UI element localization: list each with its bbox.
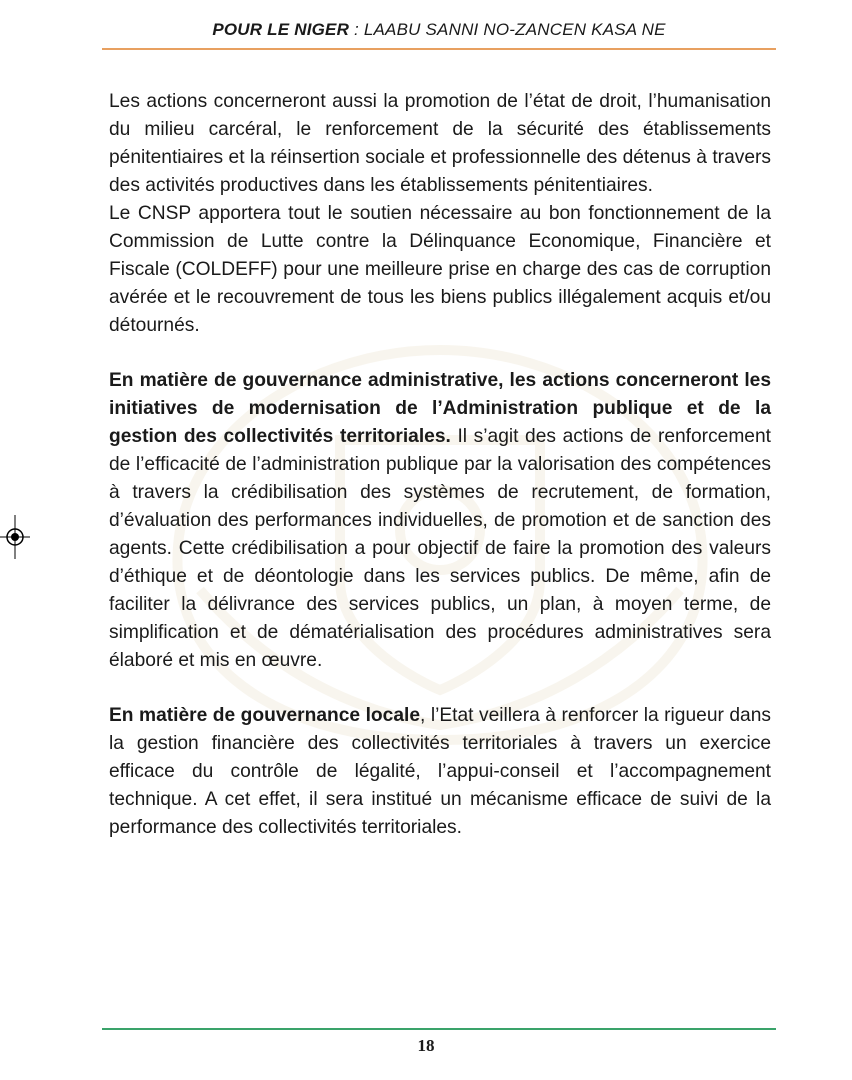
registration-mark-icon xyxy=(0,515,30,559)
paragraph-administrative-governance xyxy=(109,367,771,675)
page-body xyxy=(109,88,771,842)
administrative-governance-body: Il s’agit des actions de renforcement de l’efficacité de l’administration publique par la valorisation des compétences à travers la crédibilisation des systèmes de recrutement, de formation, d’évaluation des performances individuelles, de promotion et de sanction des agents. Cette crédibilisation a pour objectif de faire la promotion des valeurs d’éthique et de déontologie dans les services publics. De même, afin de faciliter la délivrance des services publics, un plan, à moyen terme, de simplification et de dématérialisation des procédures administratives sera élaboré et mis en œuvre. xyxy=(109,426,771,671)
footer-divider xyxy=(102,1028,776,1030)
header-title-rest: : LAABU SANNI NO-ZANCEN KASA NE xyxy=(349,20,666,39)
paragraph-cnsp-coldeff: Le CNSP apportera tout le soutien nécessaire au bon fonctionnement de la Commission de Lutte contre la Délinquance Economique, Financière et Fiscale (COLDEFF) pour une meilleure prise en charge des cas de corruption avérée et le recouvrement de tous les biens publics illégalement acquis et/ou détournés. xyxy=(109,203,771,336)
local-governance-lead: En matière de gouvernance locale xyxy=(109,705,420,726)
header-title-bold: POUR LE NIGER xyxy=(212,20,350,39)
header-divider xyxy=(102,48,776,50)
page-number: 18 xyxy=(417,1036,435,1055)
running-header xyxy=(102,20,776,40)
paragraph-local-governance xyxy=(109,702,771,842)
paragraph-penitentiary: Les actions concerneront aussi la promotion de l’état de droit, l’humanisation du milieu carcéral, le renforcement de la sécurité des établissements pénitentiaires et la réinsertion sociale et professionnelle des détenus à travers des activités productives dans les établissements pénitentiaires. xyxy=(109,91,771,196)
administrative-governance-lead: En matière de gouvernance administrative, les actions concerneront les initiatives de modernisation de l’Administration publique et de la gestion des collectivités territoriales. xyxy=(109,370,771,447)
local-governance-body: , l’Etat veillera à renforcer la rigueur dans la gestion financière des collectivités territoriales à travers un exercice efficace du contrôle de légalité, l’appui-conseil et l’accompagnement technique. A cet effet, il sera institué un mécanisme efficace de suivi de la performance des collectivités territoriales. xyxy=(109,705,771,838)
